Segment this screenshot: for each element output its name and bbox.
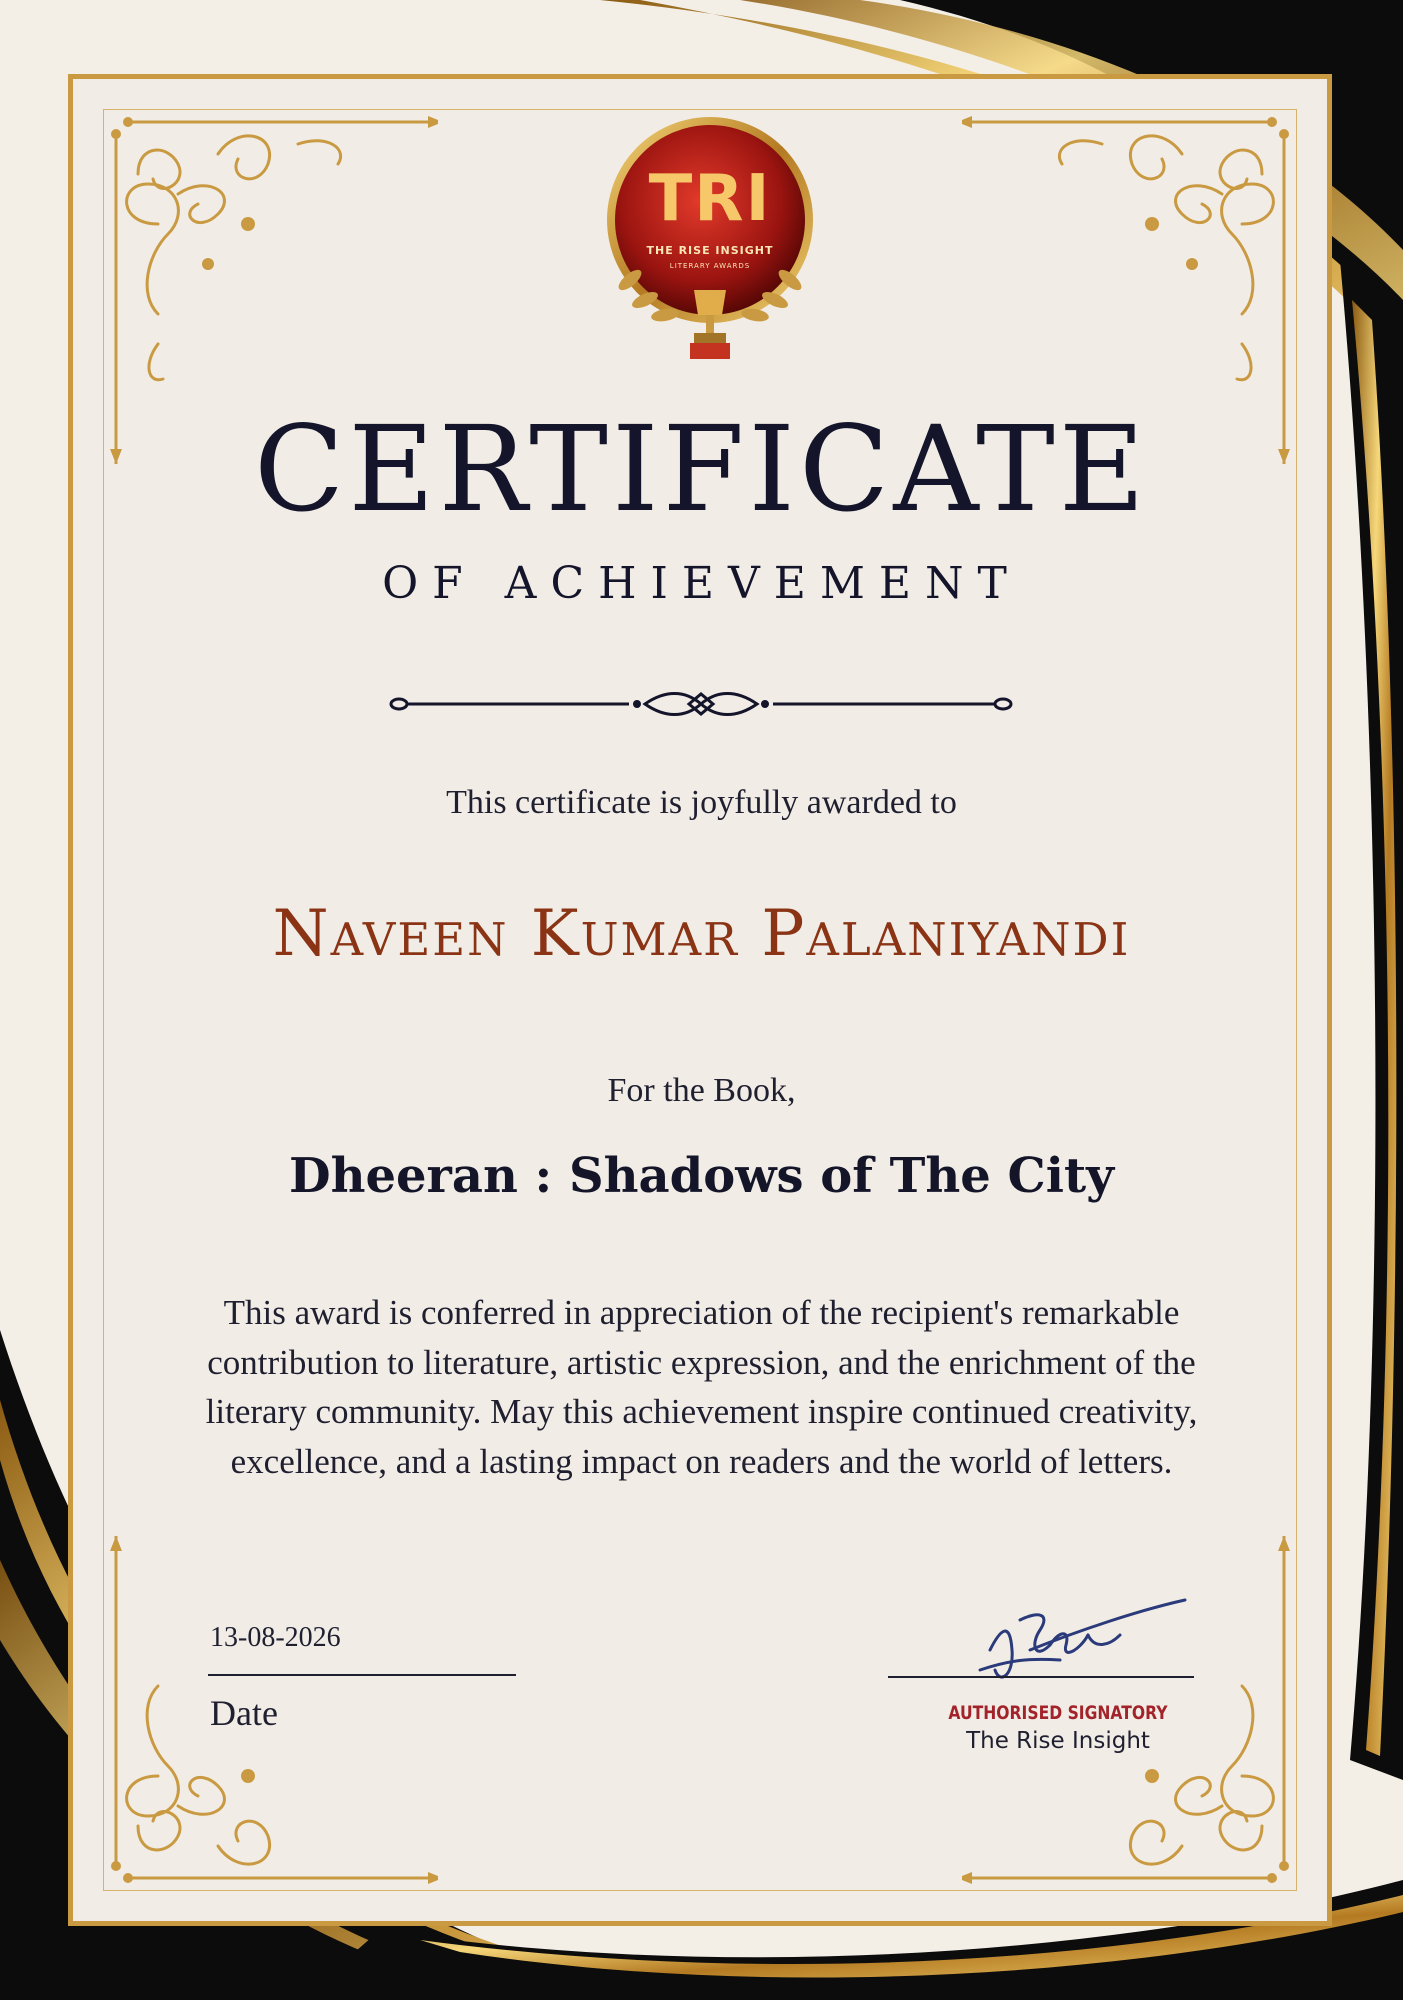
signatory-organization: The Rise Insight	[966, 1728, 1150, 1754]
date-value: 13-08-2026	[210, 1622, 341, 1653]
certificate-subtitle: OF ACHIEVEMENT	[382, 558, 1021, 609]
for-book-label: For the Book,	[607, 1072, 796, 1109]
signatory-label: AUTHORISED SIGNATORY	[948, 1702, 1168, 1724]
signature-line	[888, 1676, 1194, 1678]
award-description: This award is conferred in appreciation of the recipient's remarkable contribution to literature, artistic expression, and the enrichment of the literary community. May this achievement inspire continued creativity, excellence, and a lasting impact on readers and the world of letters.	[205, 1293, 1198, 1481]
book-title: Dheeran : Shadows of The City	[288, 1148, 1115, 1204]
signature-icon	[970, 1590, 1210, 1690]
awarded-to-line: This certificate is joyfully awarded to	[446, 784, 957, 821]
date-label: Date	[210, 1693, 278, 1733]
recipient-name: Naveen Kumar Palaniyandi	[272, 897, 1131, 971]
logo-line-1: THE RISE INSIGHT	[646, 244, 774, 257]
certificate-title: CERTIFICATE	[254, 400, 1149, 538]
logo-line-2: LITERARY AWARDS	[669, 262, 751, 270]
award-logo	[590, 110, 830, 380]
date-line	[208, 1674, 516, 1676]
ornamental-divider	[385, 686, 1017, 722]
logo-letters: TRI	[648, 162, 772, 236]
